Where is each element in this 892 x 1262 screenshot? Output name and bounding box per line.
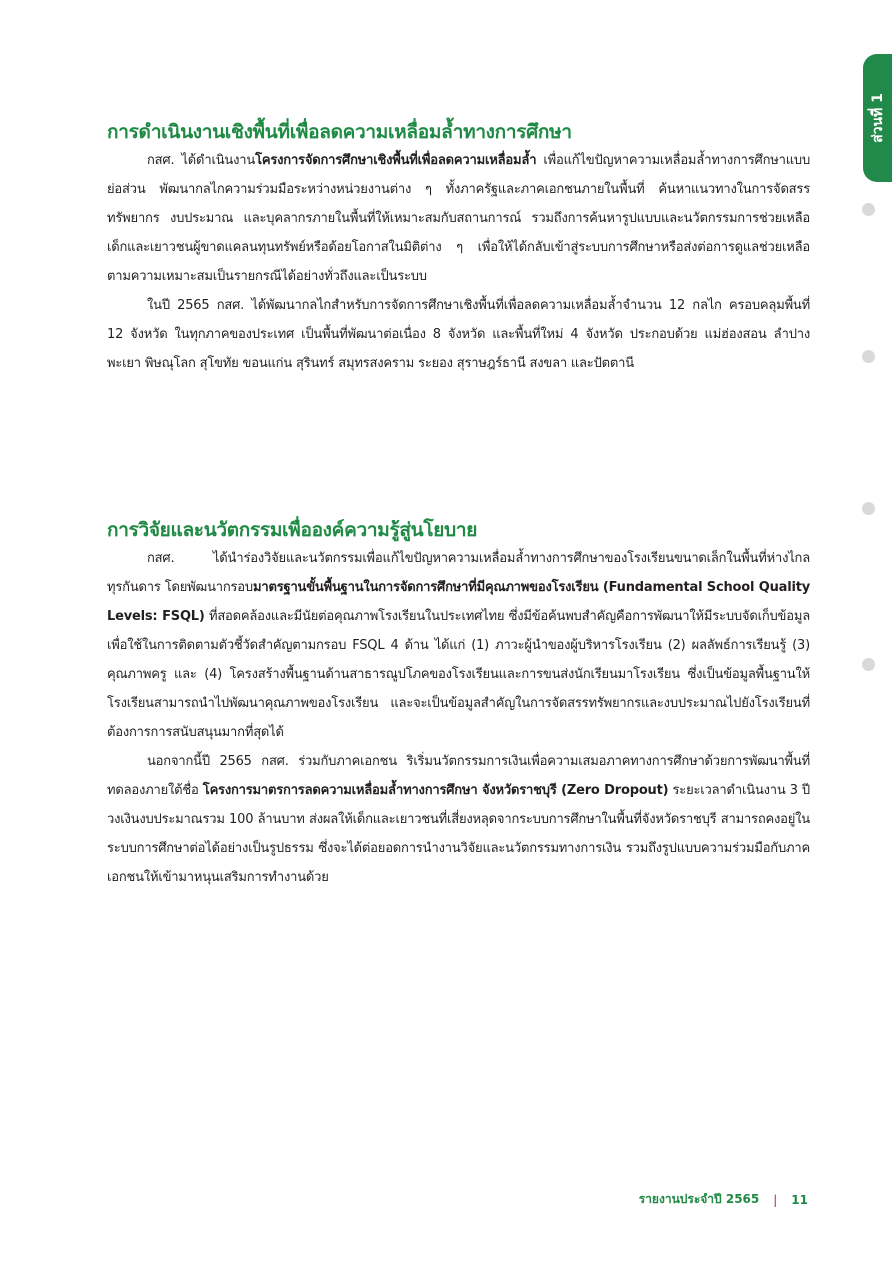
side-dot [862,658,875,671]
bold-phrase: โครงการมาตรการลดความเหลื่อมล้ำทางการศึกษา จังหวัดราชบุรี (Zero Dropout) [202,783,669,798]
page-footer [639,1190,808,1209]
section-tab [863,54,892,182]
paragraph: นอกจากนี้ปี 2565 กสศ. ร่วมกับภาคเอกชน ริเริ่มนวัตกรรมการเงินเพื่อความเสมอภาคทางการศึกษาด้วยการพัฒนาพื้นที่ทดลองภายใต้ชื่อ โครงการมาตรการลดความเหลื่อมล้ำทางการศึกษา จังหวัดราชบุรี (Zero Dropout) ระยะเวลาดำเนินงาน 3 ปี วงเงินงบประมาณรวม 100 ล้านบาท ส่งผลให้เด็กและเยาวชนที่เสี่ยงหลุดจากระบบการศึกษาในพื้นที่จังหวัดราชบุรี สามารถคงอยู่ในระบบการศึกษาต่อได้อย่างเป็นรูปธรรม ซึ่งจะได้ต่อยอดการนำงานวิจัยและนวัตกรรมทางการเงิน รวมถึงรูปแบบความร่วมมือกับภาคเอกชนให้เข้ามาหนุนเสริมการทำงานด้วย [107,754,810,885]
section-research [107,516,810,892]
footer-separator: | [773,1192,778,1207]
section-heading: การดำเนินงานเชิงพื้นที่เพื่อลดความเหลื่อมล้ำทางการศึกษา [107,121,572,143]
side-dot [862,502,875,515]
report-title: รายงานประจำปี 2565 [638,1192,760,1206]
paragraph: กสศ. ได้นำร่องวิจัยและนวัตกรรมเพื่อแก้ไขปัญหาความเหลื่อมล้ำทางการศึกษาของโรงเรียนขนาดเล็กในพื้นที่ห่างไกลทุรกันดาร โดยพัฒนากรอบมาตรฐานขั้นพื้นฐานในการจัดการศึกษาที่มีคุณภาพของโรงเรียน (Fundamental School Quality Levels: FSQL) ที่สอดคล้องและมีนัยต่อคุณภาพโรงเรียนในประเทศไทย ซึ่งมีข้อค้นพบสำคัญคือการพัฒนาให้มีระบบจัดเก็บข้อมูลเพื่อใช้ในการติดตามตัวชี้วัดสำคัญตามกรอบ FSQL 4 ด้าน ได้แก่ (1) ภาวะผู้นำของผู้บริหารโรงเรียน (2) ผลลัพธ์การเรียนรู้ (3) คุณภาพครู และ (4) โครงสร้างพื้นฐานด้านสาธารณูปโภคของโรงเรียนและการขนส่งนักเรียนมาโรงเรียน ซึ่งเป็นข้อมูลพื้นฐานให้โรงเรียนสามารถนำไปพัฒนาคุณภาพของโรงเรียน และจะเป็นข้อมูลสำคัญในการจัดสรรทรัพยากรและงบประมาณไปยังโรงเรียนที่ต้องการการสนับสนุนมากที่สุดได้ [107,551,811,740]
side-dot [862,203,875,216]
page-number: 11 [791,1192,808,1207]
paragraph: ในปี 2565 กสศ. ได้พัฒนากลไกสำหรับการจัดการศึกษาเชิงพื้นที่เพื่อลดความเหลื่อมล้ำจำนวน 12 กลไก ครอบคลุมพื้นที่ 12 จังหวัด ในทุกภาคของประเทศ เป็นพื้นที่พัฒนาต่อเนื่อง 8 จังหวัด และพื้นที่ใหม่ 4 จังหวัด ประกอบด้วย แม่ฮ่องสอน ลำปาง พะเยา พิษณุโลก สุโขทัย ขอนแก่น สุรินทร์ สมุทรสงคราม ระยอง สุราษฎร์ธานี สงขลา และปัตตานี [107,298,810,371]
bold-phrase: มาตรฐานขั้นพื้นฐานในการจัดการศึกษาที่มีคุณภาพของโรงเรียน (Fundamental School Quality Levels: FSQL) [107,580,811,624]
bold-phrase: โครงการจัดการศึกษาเชิงพื้นที่เพื่อลดความเหลื่อมล้ำ [255,153,537,168]
paragraph: กสศ. ได้ดำเนินงานโครงการจัดการศึกษาเชิงพื้นที่เพื่อลดความเหลื่อมล้ำ เพื่อแก้ไขปัญหาความเหลื่อมล้ำทางการศึกษาแบบย่อส่วน พัฒนากลไกความร่วมมือระหว่างหน่วยงานต่าง ๆ ทั้งภาครัฐและภาคเอกชนภายในพื้นที่ ค้นหาแนวทางในการจัดสรรทรัพยากร งบประมาณ และบุคลากรภายในพื้นที่ให้เหมาะสมกับสถานการณ์ รวมถึงการค้นหารูปแบบและนวัตกรรมการช่วยเหลือเด็กและเยาวชนผู้ขาดแคลนทุนทรัพย์หรือด้อยโอกาสในมิติต่าง ๆ เพื่อให้ได้กลับเข้าสู่ระบบการศึกษาหรือส่งต่อการดูแลช่วยเหลือตามความเหมาะสมเป็นรายกรณีได้อย่างทั่วถึงและเป็นระบบ [107,153,811,284]
section-area-based [107,118,810,378]
side-dot [862,350,875,363]
section-tab-label: ส่วนที่ 1 [869,93,886,143]
section-heading: การวิจัยและนวัตกรรมเพื่อองค์ความรู้สู่นโยบาย [107,519,478,541]
